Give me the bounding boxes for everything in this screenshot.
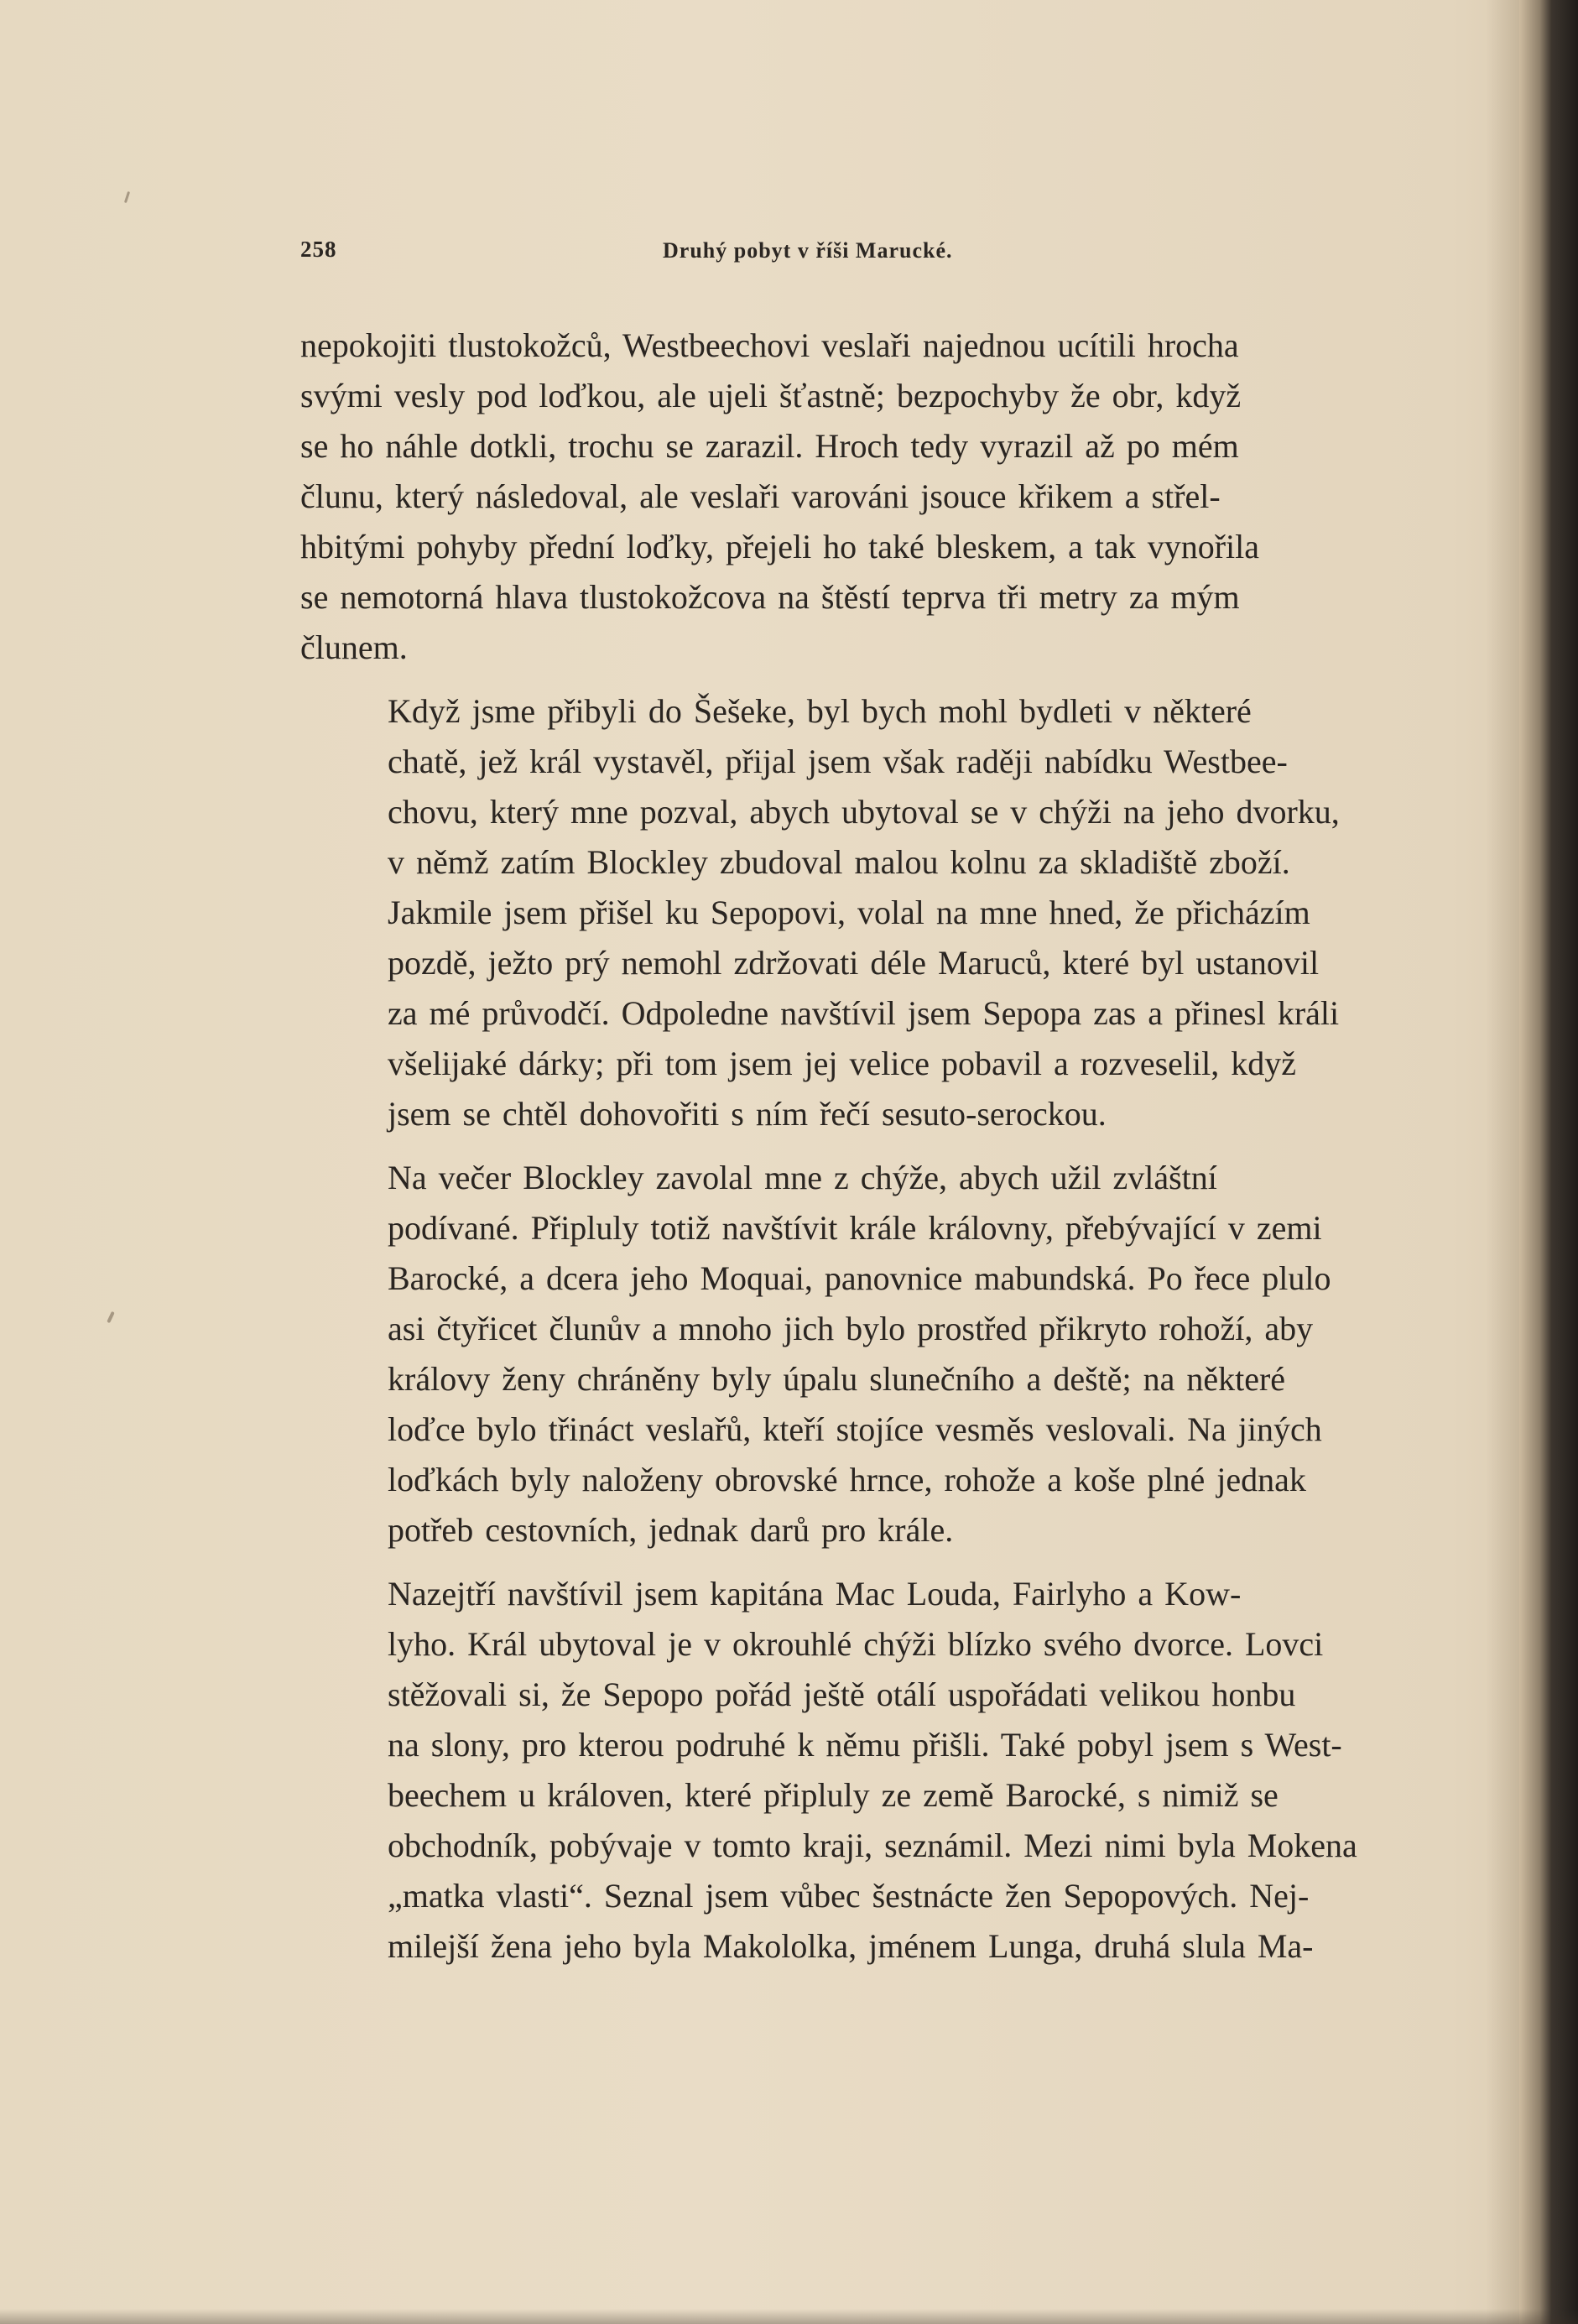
text-line: člunu, který následoval, ale veslaři varováni jsouce křikem a střel- bbox=[300, 477, 1221, 515]
body-text bbox=[300, 320, 1393, 1972]
paper-speck bbox=[124, 191, 130, 203]
page-number: 258 bbox=[300, 237, 337, 262]
text-line: všelijaké dárky; při tom jsem jej velice pobavil a rozveselil, když bbox=[388, 1045, 1297, 1082]
text-line: asi čtyřicet člunův a mnoho jich bylo prostřed přikryto rohoží, aby bbox=[388, 1310, 1314, 1347]
text-line: potřeb cestovních, jednak darů pro krále. bbox=[388, 1511, 954, 1549]
text-line: podívané. Připluly totiž navštívit krále královny, přebývající v zemi bbox=[388, 1209, 1322, 1247]
text-line: lyho. Král ubytoval je v okrouhlé chýži blízko svého dvorce. Lovci bbox=[388, 1625, 1324, 1663]
text-line: se ho náhle dotkli, trochu se zarazil. Hroch tedy vyrazil až po mém bbox=[300, 427, 1239, 465]
text-line: obchodník, pobývaje v tomto kraji, seznámil. Mezi nimi byla Mokena bbox=[388, 1826, 1357, 1864]
page-header bbox=[300, 237, 1039, 270]
paragraph bbox=[300, 1569, 1393, 1972]
text-line: za mé průvodčí. Odpoledne navštívil jsem Sepopa zas a přinesl králi bbox=[388, 994, 1340, 1032]
text-line: pozdě, ježto prý nemohl zdržovati déle Maruců, které byl ustanovil bbox=[388, 944, 1320, 982]
page-edge bbox=[1519, 0, 1578, 2324]
text-line: loďkách byly naloženy obrovské hrnce, rohože a koše plné jednak bbox=[388, 1461, 1306, 1498]
text-line: nepokojiti tlustokožců, Westbeechovi veslaři najednou ucítili hrocha bbox=[300, 326, 1239, 364]
text-line: v němž zatím Blockley zbudoval malou kolnu za skladiště zboží. bbox=[388, 843, 1290, 881]
text-line: Jakmile jsem přišel ku Sepopovi, volal na mne hned, že přicházím bbox=[388, 894, 1310, 931]
text-line: svými vesly pod loďkou, ale ujeli šťastně; bezpochyby že obr, když bbox=[300, 377, 1242, 414]
paragraph bbox=[300, 320, 1393, 673]
text-line: chovu, který mne pozval, abych ubytoval se v chýži na jeho dvorku, bbox=[388, 793, 1340, 831]
text-line: Když jsme přibyli do Šešeke, byl bych mohl bydleti v některé bbox=[388, 692, 1252, 730]
running-title: Druhý pobyt v říši Marucké. bbox=[663, 238, 953, 263]
text-line: stěžovali si, že Sepopo pořád ještě otálí uspořádati velikou honbu bbox=[388, 1675, 1296, 1713]
text-line: jsem se chtěl dohovořiti s ním řečí sesuto-serockou. bbox=[388, 1095, 1107, 1133]
text-line: člunem. bbox=[300, 628, 408, 666]
text-line: Barocké, a dcera jeho Moquai, panovnice mabundská. Po řece plulo bbox=[388, 1259, 1331, 1297]
page-bottom-edge bbox=[0, 2309, 1578, 2324]
text-line: hbitými pohyby přední loďky, přejeli ho také bleskem, a tak vynořila bbox=[300, 528, 1260, 565]
text-line: se nemotorná hlava tlustokožcova na štěstí teprva tři metry za mým bbox=[300, 578, 1240, 616]
paper-speck bbox=[107, 1311, 115, 1323]
text-line: milejší žena jeho byla Makololka, jménem Lunga, druhá slula Ma- bbox=[388, 1927, 1314, 1965]
text-line: na slony, pro kterou podruhé k němu přišli. Také pobyl jsem s West- bbox=[388, 1726, 1342, 1764]
text-line: beechem u královen, které připluly ze země Barocké, s nimiž se bbox=[388, 1776, 1279, 1814]
text-line: Nazejtří navštívil jsem kapitána Mac Louda, Fairlyho a Kow- bbox=[388, 1575, 1242, 1613]
text-line: „matka vlasti“. Seznal jsem vůbec šestnácte žen Sepopových. Nej- bbox=[388, 1877, 1310, 1915]
text-line: Na večer Blockley zavolal mne z chýže, abych užil zvláštní bbox=[388, 1159, 1217, 1196]
text-line: loďce bylo třináct veslařů, kteří stojíce vesměs veslovali. Na jiných bbox=[388, 1410, 1322, 1448]
paragraph bbox=[300, 686, 1393, 1139]
text-line: chatě, jež král vystavěl, přijal jsem však raději nabídku Westbee- bbox=[388, 743, 1288, 780]
paragraph bbox=[300, 1153, 1393, 1555]
text-line: královy ženy chráněny byly úpalu slunečního a deště; na některé bbox=[388, 1360, 1286, 1398]
page-gutter-shadow bbox=[1486, 0, 1519, 2324]
